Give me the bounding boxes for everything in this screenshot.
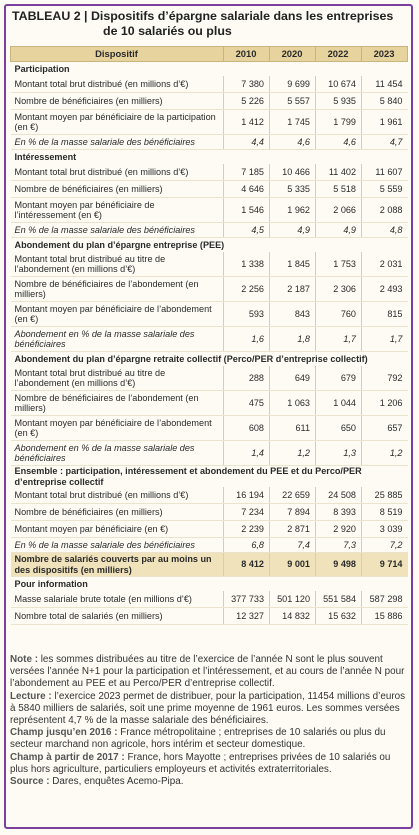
note-paragraph bbox=[10, 654, 408, 691]
row-label: En % de la masse salariale des bénéficiaires bbox=[11, 538, 224, 553]
cell-value: 7 380 bbox=[224, 76, 270, 93]
cell-value: 9 714 bbox=[362, 553, 408, 577]
notes-block bbox=[10, 654, 408, 788]
cell-value: 4,6 bbox=[316, 135, 362, 150]
section-title: Abondement du plan d’épargne entreprise (PEE) bbox=[11, 238, 408, 253]
note-text: France, hors Mayotte ; entreprises privées de 10 salariés ou plus hors agriculture, particuliers employeurs et activités extraterritoriales. bbox=[10, 751, 391, 775]
table-row bbox=[11, 252, 408, 277]
cell-value: 25 885 bbox=[362, 487, 408, 504]
table-row bbox=[11, 487, 408, 504]
cell-value: 2 239 bbox=[224, 521, 270, 538]
cell-value: 4,6 bbox=[270, 135, 316, 150]
cell-value: 1,3 bbox=[316, 441, 362, 466]
cell-value: 843 bbox=[270, 302, 316, 327]
cell-value: 7 234 bbox=[224, 504, 270, 521]
cell-value: 1 063 bbox=[270, 391, 316, 416]
cell-value: 6,8 bbox=[224, 538, 270, 553]
cell-value: 2 031 bbox=[362, 252, 408, 277]
cell-value: 10 674 bbox=[316, 76, 362, 93]
cell-value: 8 412 bbox=[224, 553, 270, 577]
table-row bbox=[11, 181, 408, 198]
cell-value: 679 bbox=[316, 366, 362, 391]
cell-value: 2 088 bbox=[362, 198, 408, 223]
cell-value: 2 066 bbox=[316, 198, 362, 223]
row-label: Montant moyen par bénéficiaire (en €) bbox=[11, 521, 224, 538]
savings-table bbox=[10, 46, 408, 625]
cell-value: 14 832 bbox=[270, 608, 316, 625]
note-label: Champ à partir de 2017 : bbox=[10, 751, 125, 763]
table-body bbox=[11, 62, 408, 625]
row-label: Montant total brut distribué (en millions d’€) bbox=[11, 487, 224, 504]
cell-value: 611 bbox=[270, 416, 316, 441]
table-row bbox=[11, 608, 408, 625]
cell-value: 4,8 bbox=[362, 223, 408, 238]
row-label: Nombre de bénéficiaires de l’abondement (en milliers) bbox=[11, 391, 224, 416]
table-row bbox=[11, 277, 408, 302]
cell-value: 15 886 bbox=[362, 608, 408, 625]
cell-value: 7 894 bbox=[270, 504, 316, 521]
cell-value: 501 120 bbox=[270, 591, 316, 608]
cell-value: 11 454 bbox=[362, 76, 408, 93]
cell-value: 4,9 bbox=[270, 223, 316, 238]
note-text: l’exercice 2023 permet de distribuer, pour la participation, 11454 millions d’euros à 5840 milliers de salariés, soit une prime moyenne de 1961 euros. Les sommes versées représentent 4,7 % de la masse salariale des bénéficiaires. bbox=[10, 690, 406, 727]
cell-value: 8 393 bbox=[316, 504, 362, 521]
table-row bbox=[11, 391, 408, 416]
cell-value: 1 546 bbox=[224, 198, 270, 223]
cell-value: 587 298 bbox=[362, 591, 408, 608]
cell-value: 1,4 bbox=[224, 441, 270, 466]
note-label: Note : bbox=[10, 654, 38, 665]
note-text: les sommes distribuées au titre de l’exercice de l’année N sont le plus souvent versées l’année N+1 pour la participation et l’intéressement, et au cours de l’année N pour l’abondement au PEE et au Perco/PER d’entreprise collectif. bbox=[10, 654, 405, 690]
title-line-2: de 10 salariés ou plus bbox=[103, 24, 232, 38]
row-label: Montant moyen par bénéficiaire de l’abondement (en €) bbox=[11, 416, 224, 441]
cell-value: 657 bbox=[362, 416, 408, 441]
header-row bbox=[11, 47, 408, 62]
cell-value: 593 bbox=[224, 302, 270, 327]
section-title: Intéressement bbox=[11, 150, 408, 165]
cell-value: 9 001 bbox=[270, 553, 316, 577]
header-2022: 2022 bbox=[316, 47, 362, 62]
cell-value: 12 327 bbox=[224, 608, 270, 625]
cell-value: 288 bbox=[224, 366, 270, 391]
header-2023: 2023 bbox=[362, 47, 408, 62]
cell-value: 7,2 bbox=[362, 538, 408, 553]
table-row bbox=[11, 553, 408, 577]
table-row bbox=[11, 504, 408, 521]
note-label: Champ jusqu’en 2016 : bbox=[10, 727, 118, 739]
cell-value: 4,7 bbox=[362, 135, 408, 150]
cell-value: 5 335 bbox=[270, 181, 316, 198]
cell-value: 1,2 bbox=[270, 441, 316, 466]
row-label: En % de la masse salariale des bénéficiaires bbox=[11, 223, 224, 238]
row-label: Abondement en % de la masse salariale des bénéficiaires bbox=[11, 441, 224, 466]
note-paragraph bbox=[10, 727, 408, 751]
cell-value: 1 745 bbox=[270, 110, 316, 135]
table-row bbox=[11, 76, 408, 93]
cell-value: 9 699 bbox=[270, 76, 316, 93]
cell-value: 4,4 bbox=[224, 135, 270, 150]
section-title: Abondement du plan d’épargne retraite collectif (Perco/PER d’entreprise collectif) bbox=[11, 352, 408, 367]
row-label: Montant total brut distribué au titre de l’abondement (en millions d’€) bbox=[11, 366, 224, 391]
row-label: Abondement en % de la masse salariale des bénéficiaires bbox=[11, 327, 224, 352]
cell-value: 11 402 bbox=[316, 164, 362, 181]
note-paragraph bbox=[10, 752, 408, 776]
row-label: Montant total brut distribué (en millions d’€) bbox=[11, 76, 224, 93]
header-2020: 2020 bbox=[270, 47, 316, 62]
cell-value: 3 039 bbox=[362, 521, 408, 538]
cell-value: 5 557 bbox=[270, 93, 316, 110]
row-label: Nombre de salariés couverts par au moins un des dispositifs (en milliers) bbox=[11, 553, 224, 577]
cell-value: 24 508 bbox=[316, 487, 362, 504]
cell-value: 1,7 bbox=[316, 327, 362, 352]
cell-value: 4,5 bbox=[224, 223, 270, 238]
cell-value: 1 799 bbox=[316, 110, 362, 135]
row-label: Montant total brut distribué au titre de l’abondement (en millions d’€) bbox=[11, 252, 224, 277]
cell-value: 4 646 bbox=[224, 181, 270, 198]
row-label: En % de la masse salariale des bénéficiaires bbox=[11, 135, 224, 150]
row-label: Nombre total de salariés (en milliers) bbox=[11, 608, 224, 625]
table-row bbox=[11, 110, 408, 135]
table-title bbox=[12, 9, 407, 39]
cell-value: 5 935 bbox=[316, 93, 362, 110]
note-text: France métropolitaine ; entreprises de 10 salariés ou plus du secteur marchand non agricole, hors intérim et secteur domestique. bbox=[10, 727, 386, 751]
cell-value: 22 659 bbox=[270, 487, 316, 504]
note-label: Lecture : bbox=[10, 690, 52, 702]
cell-value: 10 466 bbox=[270, 164, 316, 181]
cell-value: 4,9 bbox=[316, 223, 362, 238]
cell-value: 1 338 bbox=[224, 252, 270, 277]
table-row bbox=[11, 164, 408, 181]
cell-value: 5 518 bbox=[316, 181, 362, 198]
cell-value: 475 bbox=[224, 391, 270, 416]
section-header bbox=[11, 62, 408, 77]
row-label: Masse salariale brute totale (en millions d’€) bbox=[11, 591, 224, 608]
cell-value: 2 306 bbox=[316, 277, 362, 302]
cell-value: 551 584 bbox=[316, 591, 362, 608]
cell-value: 2 871 bbox=[270, 521, 316, 538]
cell-value: 16 194 bbox=[224, 487, 270, 504]
section-title: Pour information bbox=[11, 577, 408, 592]
table-row bbox=[11, 327, 408, 352]
section-header bbox=[11, 577, 408, 592]
section-header bbox=[11, 352, 408, 367]
cell-value: 608 bbox=[224, 416, 270, 441]
section-header bbox=[11, 150, 408, 165]
table-row bbox=[11, 198, 408, 223]
row-label: Montant moyen par bénéficiaire de la participation (en €) bbox=[11, 110, 224, 135]
cell-value: 2 920 bbox=[316, 521, 362, 538]
table-row bbox=[11, 223, 408, 238]
header-dispositif: Dispositif bbox=[11, 47, 224, 62]
cell-value: 11 607 bbox=[362, 164, 408, 181]
cell-value: 377 733 bbox=[224, 591, 270, 608]
cell-value: 5 840 bbox=[362, 93, 408, 110]
cell-value: 5 226 bbox=[224, 93, 270, 110]
cell-value: 2 187 bbox=[270, 277, 316, 302]
row-label: Montant moyen par bénéficiaire de l’abondement (en €) bbox=[11, 302, 224, 327]
section-header bbox=[11, 466, 408, 488]
cell-value: 7,4 bbox=[270, 538, 316, 553]
cell-value: 1 961 bbox=[362, 110, 408, 135]
cell-value: 2 256 bbox=[224, 277, 270, 302]
cell-value: 15 632 bbox=[316, 608, 362, 625]
cell-value: 2 493 bbox=[362, 277, 408, 302]
table-row bbox=[11, 135, 408, 150]
cell-value: 5 559 bbox=[362, 181, 408, 198]
cell-value: 1 206 bbox=[362, 391, 408, 416]
cell-value: 1 044 bbox=[316, 391, 362, 416]
cell-value: 8 519 bbox=[362, 504, 408, 521]
cell-value: 650 bbox=[316, 416, 362, 441]
table-row bbox=[11, 521, 408, 538]
cell-value: 7 185 bbox=[224, 164, 270, 181]
table-row bbox=[11, 591, 408, 608]
header-2010: 2010 bbox=[224, 47, 270, 62]
cell-value: 1,8 bbox=[270, 327, 316, 352]
table-row bbox=[11, 366, 408, 391]
cell-value: 649 bbox=[270, 366, 316, 391]
row-label: Nombre de bénéficiaires (en milliers) bbox=[11, 181, 224, 198]
cell-value: 1 962 bbox=[270, 198, 316, 223]
table-row bbox=[11, 416, 408, 441]
table-row bbox=[11, 93, 408, 110]
cell-value: 1,7 bbox=[362, 327, 408, 352]
cell-value: 760 bbox=[316, 302, 362, 327]
cell-value: 1 845 bbox=[270, 252, 316, 277]
row-label: Nombre de bénéficiaires de l’abondement (en milliers) bbox=[11, 277, 224, 302]
note-text: Dares, enquêtes Acemo-Pipa. bbox=[49, 776, 184, 788]
table-row bbox=[11, 538, 408, 553]
cell-value: 1,2 bbox=[362, 441, 408, 466]
title-line-1: TABLEAU 2 | Dispositifs d’épargne salariale dans les entreprises bbox=[12, 9, 394, 23]
section-header bbox=[11, 238, 408, 253]
row-label: Nombre de bénéficiaires (en milliers) bbox=[11, 504, 224, 521]
table-row bbox=[11, 441, 408, 466]
note-paragraph bbox=[10, 691, 408, 728]
cell-value: 7,3 bbox=[316, 538, 362, 553]
row-label: Montant moyen par bénéficiaire de l’intéressement (en €) bbox=[11, 198, 224, 223]
note-label: Source : bbox=[10, 776, 50, 788]
note-paragraph bbox=[10, 776, 408, 788]
section-title: Ensemble : participation, intéressement et abondement du PEE et du Perco/PER d’entreprise collectif bbox=[11, 466, 408, 488]
cell-value: 1 753 bbox=[316, 252, 362, 277]
cell-value: 815 bbox=[362, 302, 408, 327]
cell-value: 1,6 bbox=[224, 327, 270, 352]
cell-value: 1 412 bbox=[224, 110, 270, 135]
table-row bbox=[11, 302, 408, 327]
cell-value: 9 498 bbox=[316, 553, 362, 577]
cell-value: 792 bbox=[362, 366, 408, 391]
row-label: Montant total brut distribué (en millions d’€) bbox=[11, 164, 224, 181]
row-label: Nombre de bénéficiaires (en milliers) bbox=[11, 93, 224, 110]
section-title: Participation bbox=[11, 62, 408, 77]
